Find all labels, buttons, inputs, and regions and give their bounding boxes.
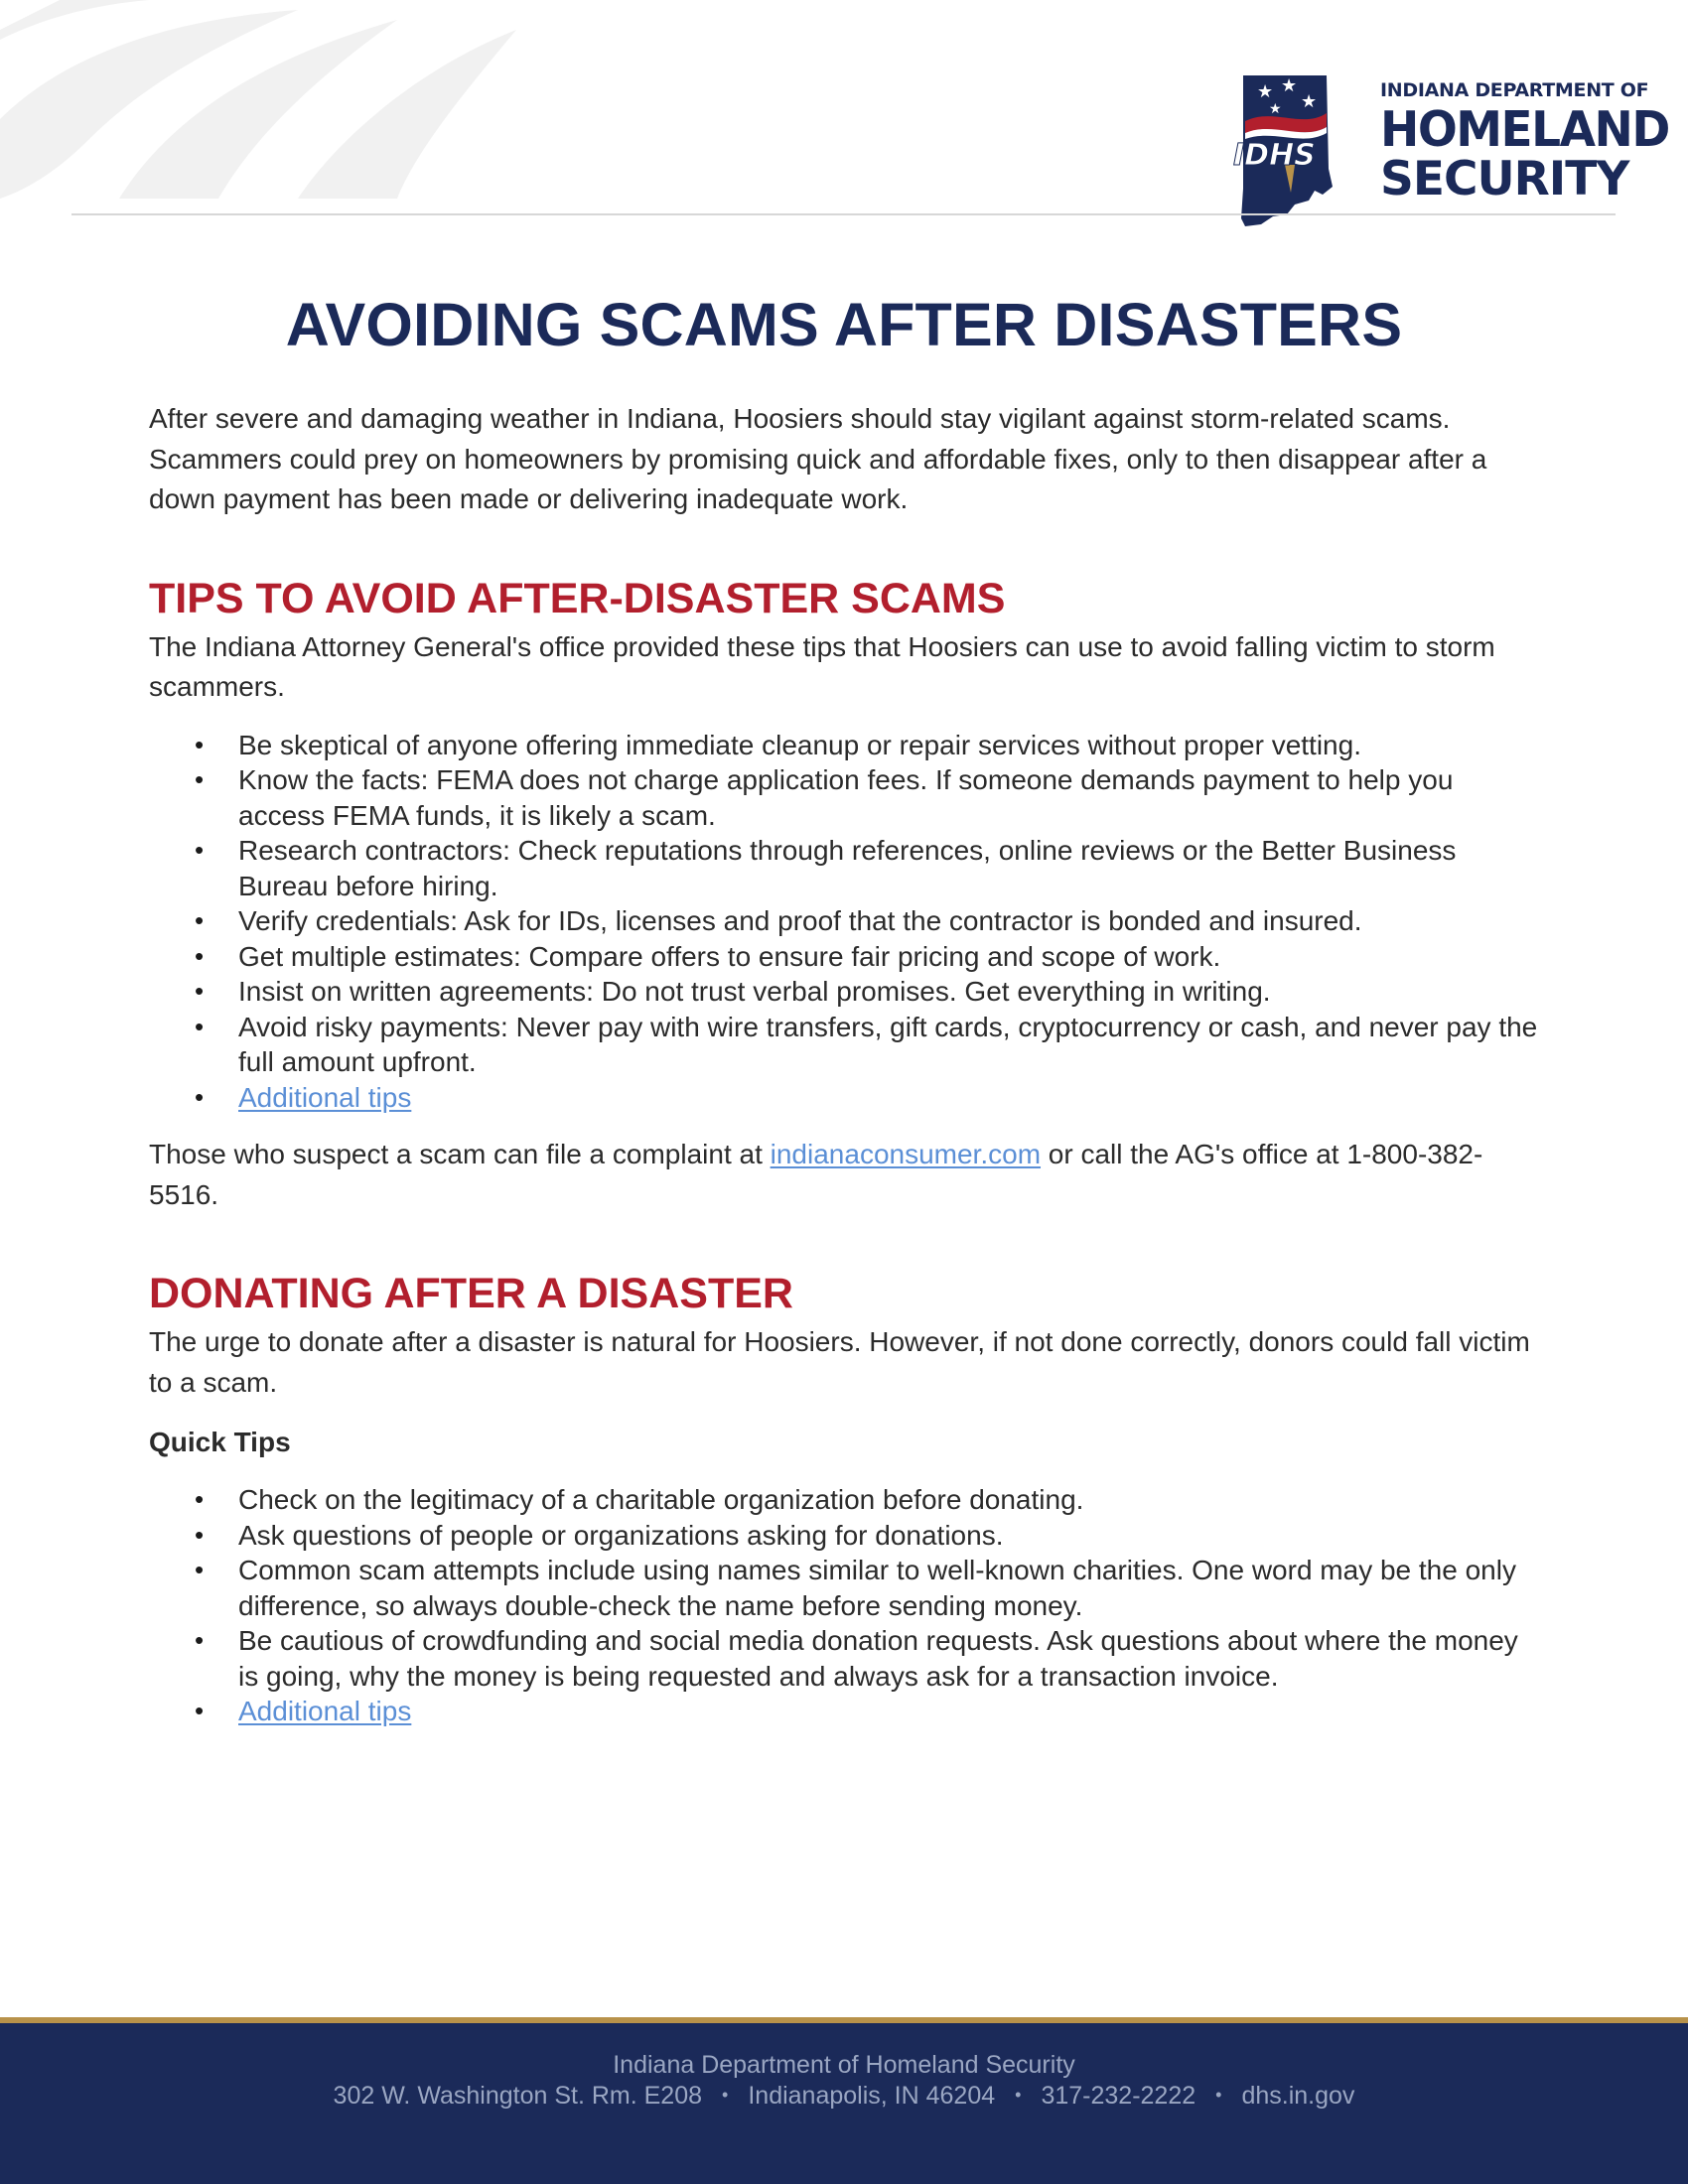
separator-dot: • [1215, 2085, 1222, 2105]
bullet-icon: • [195, 835, 205, 865]
list-item: • Be cautious of crowdfunding and social media donation requests. Ask questions about where the money is going, why the money is being requested and always ask for a transaction invoice. [195, 1625, 1518, 1692]
indiana-map-logo-icon [1223, 69, 1352, 228]
list-item: • Avoid risky payments: Never pay with wire transfers, gift cards, cryptocurrency or cash, and never pay the full amount upfront. [195, 1011, 1538, 1077]
tips-heading: TIPS TO AVOID AFTER-DISASTER SCAMS [149, 574, 1006, 622]
agency-wordmark [1380, 79, 1669, 206]
list-item: • Be skeptical of anyone offering immediate cleanup or repair services without proper vetting. [149, 728, 1539, 763]
agency-line-1: INDIANA DEPARTMENT OF [1380, 79, 1649, 101]
bullet-icon: • [195, 940, 205, 971]
svg-text:★: ★ [1281, 75, 1298, 96]
donation-tips-list [149, 1482, 1539, 1729]
bullet-icon: • [195, 1625, 205, 1655]
additional-tips-link[interactable]: Additional tips [238, 1696, 412, 1726]
separator-dot: • [722, 2085, 729, 2105]
list-item: • Research contractors: Check reputations through references, online reviews or the Better Business Bureau before hiring. [195, 835, 1457, 901]
intro-paragraph: After severe and damaging weather in Indiana, Hoosiers should stay vigilant against storm-related scams. Scammers could prey on homeowners by promising quick and affordable fixes, only to then disappear after a down payment has been made or delivering inadequate work. [149, 403, 1487, 514]
donating-intro: The urge to donate after a disaster is natural for Hoosiers. However, if not done correctly, donors could fall victim to a scam. [149, 1326, 1530, 1398]
list-item: • Ask questions of people or organizations asking for donations. [149, 1518, 1539, 1554]
footer-city: Indianapolis, IN 46204 [748, 2082, 996, 2110]
idhs-logo [1223, 69, 1669, 228]
bullet-icon: • [195, 1081, 205, 1112]
bullet-icon: • [195, 729, 205, 759]
list-item: • Insist on written agreements: Do not trust verbal promises. Get everything in writing. [149, 974, 1539, 1010]
bullet-icon: • [195, 1519, 205, 1550]
scam-tips-list [149, 728, 1539, 1116]
header-divider [71, 213, 1616, 215]
footer-address: 302 W. Washington St. Rm. E208 [333, 2082, 703, 2110]
decorative-background-swirl [0, 0, 556, 199]
footer-website: dhs.in.gov [1241, 2082, 1355, 2110]
bullet-icon: • [195, 976, 205, 1006]
list-item: • Get multiple estimates: Compare offers to ensure fair pricing and scope of work. [149, 939, 1539, 975]
indianaconsumer-link[interactable]: indianaconsumer.com [770, 1139, 1042, 1169]
quick-tips-heading: Quick Tips [149, 1427, 291, 1457]
bullet-icon: • [195, 1484, 205, 1514]
list-item: • Verify credentials: Ask for IDs, licenses and proof that the contractor is bonded and insured. [149, 903, 1539, 939]
list-item: • Know the facts: FEMA does not charge application fees. If someone demands payment to help you access FEMA funds, it is likely a scam. [195, 764, 1454, 831]
footer-agency-name: Indiana Department of Homeland Security [613, 2051, 1075, 2079]
bullet-icon: • [195, 1696, 205, 1725]
bullet-icon: • [195, 764, 205, 794]
separator-dot: • [1015, 2085, 1022, 2105]
seal-text: IDHS [1233, 138, 1316, 173]
list-item [149, 1080, 1539, 1116]
agency-line-3: SECURITY [1380, 152, 1629, 206]
agency-line-2: HOMELAND [1380, 100, 1669, 159]
tips-intro: The Indiana Attorney General's office provided these tips that Hoosiers can use to avoid falling victim to storm scammers. [149, 630, 1495, 702]
list-item: • Check on the legitimacy of a charitable organization before donating. [149, 1482, 1539, 1518]
svg-text:★: ★ [1269, 101, 1282, 117]
donating-heading: DONATING AFTER A DISASTER [149, 1270, 793, 1317]
bullet-icon: • [195, 905, 205, 935]
list-item: • Common scam attempts include using names similar to well-known charities. One word may be the only difference, so always double-check the name before sending money. [195, 1555, 1516, 1621]
list-item [149, 1694, 1539, 1729]
complaint-paragraph: Those who suspect a scam can file a complaint at indianaconsumer.com or call the AG's office at 1-800-382-5516. [149, 1139, 1483, 1210]
bullet-icon: • [195, 1555, 205, 1584]
footer-contact-line [0, 2082, 1688, 2111]
page-title: AVOIDING SCAMS AFTER DISASTERS [285, 291, 1403, 358]
svg-text:★: ★ [1301, 91, 1318, 112]
footer-phone: 317-232-2222 [1041, 2082, 1196, 2110]
bullet-icon: • [195, 1011, 205, 1041]
document-body [149, 399, 1539, 1729]
svg-text:★: ★ [1257, 81, 1274, 102]
additional-tips-link[interactable]: Additional tips [238, 1081, 412, 1113]
